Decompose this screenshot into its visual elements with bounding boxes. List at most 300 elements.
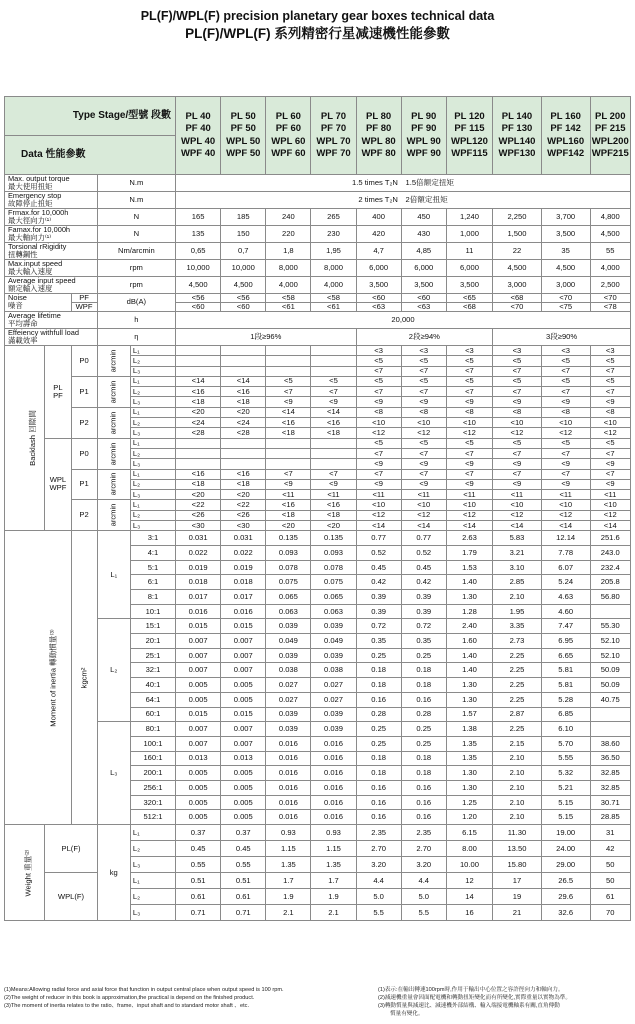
backlash-unit: [97, 407, 130, 438]
backlash-unit: [97, 345, 130, 376]
backlash-group-line: PF: [53, 390, 63, 400]
backlash-value: <9: [356, 459, 401, 469]
backlash-level: L₃: [130, 366, 175, 376]
backlash-value: <8: [356, 407, 401, 417]
model-name: WPF 40: [180, 148, 216, 159]
inertia-value: 0.019: [176, 560, 221, 575]
backlash-value: <14: [176, 376, 221, 386]
inertia-value: 205.8: [590, 575, 631, 590]
spec-value: 4,000: [590, 260, 631, 277]
backlash-level: L₃: [130, 490, 175, 500]
inertia-value: 0.135: [311, 531, 356, 546]
model-name: WPL160: [547, 135, 585, 147]
weight-value: 1.7: [266, 873, 311, 889]
model-name: PL 140: [501, 110, 533, 122]
label-line-1: Torsional rRigidity: [8, 242, 67, 251]
ratio-cell: 5:1: [130, 560, 175, 575]
label-line-2: 最大使用扭矩: [8, 182, 53, 191]
inertia-value: 0.007: [176, 648, 221, 663]
model-name: PF 80: [365, 123, 392, 134]
inertia-value: 0.007: [221, 634, 266, 649]
backlash-value: <9: [311, 397, 356, 407]
inertia-value: 0.39: [401, 604, 446, 619]
backlash-value: <14: [493, 520, 542, 530]
weight-value: 5.0: [401, 889, 446, 905]
inertia-value: 1.30: [446, 766, 492, 781]
inertia-value: 0.135: [266, 531, 311, 546]
backlash-value: <10: [446, 500, 492, 510]
backlash-level: L₂: [130, 387, 175, 397]
weight-value: 3.20: [356, 857, 401, 873]
backlash-value: <20: [176, 490, 221, 500]
weight-value: 0.37: [221, 825, 266, 841]
backlash-value: <14: [541, 520, 590, 530]
model-name: PL 50: [230, 110, 256, 122]
backlash-value: <9: [401, 397, 446, 407]
backlash-value: <12: [493, 510, 542, 520]
weight-value: 26.5: [541, 873, 590, 889]
weight-value: 0.61: [176, 889, 221, 905]
backlash-value: <28: [221, 428, 266, 438]
spec-value: 4,500: [221, 277, 266, 294]
inertia-value: 5.15: [541, 795, 590, 810]
inertia-value: 0.022: [221, 545, 266, 560]
backlash-value: <10: [541, 418, 590, 428]
weight-value: 1.7: [311, 873, 356, 889]
backlash-value: <16: [266, 418, 311, 428]
inertia-value: 1.40: [446, 663, 492, 678]
backlash-value: <12: [541, 428, 590, 438]
backlash-value: <9: [590, 459, 631, 469]
backlash-value: <5: [356, 438, 401, 448]
model-name: WPF 50: [226, 148, 261, 159]
model-name: PF 130: [501, 123, 533, 134]
backlash-value: <7: [446, 366, 492, 376]
backlash-value: [266, 345, 311, 355]
backlash-unit-text: arcmin: [108, 473, 118, 496]
backlash-value: [311, 366, 356, 376]
inertia-value: 0.007: [221, 736, 266, 751]
inertia-value: 0.005: [221, 766, 266, 781]
weight-value: 0.37: [176, 825, 221, 841]
noise-pf-value: <58: [311, 294, 356, 303]
model-name: WPL 40: [181, 135, 216, 147]
inertia-value: 30.71: [590, 795, 631, 810]
inertia-value: 1.30: [446, 780, 492, 795]
spec-value: 265: [311, 209, 356, 226]
backlash-value: <10: [401, 418, 446, 428]
model-name: WPL 60: [271, 135, 306, 147]
span-text-cn: 1.5倍額定扭矩: [405, 178, 455, 188]
inertia-value: 0.031: [221, 531, 266, 546]
model-column-header: [266, 97, 311, 175]
inertia-value: 4.63: [541, 590, 590, 605]
inertia-value: 0.28: [401, 707, 446, 722]
backlash-value: <9: [590, 479, 631, 489]
inertia-value: 0.063: [311, 604, 356, 619]
spec-value: 1,500: [493, 226, 542, 243]
ratio-cell: 60:1: [130, 707, 175, 722]
footnote-en-3: (3)The moment of inertia relates to the ratio、frame、input shaft and to standard motor shaft 、etc.: [4, 1003, 249, 1009]
backlash-value: [176, 366, 221, 376]
backlash-unit-text: arcmin: [108, 380, 118, 404]
spec-value: 10,000: [221, 260, 266, 277]
backlash-value: [266, 366, 311, 376]
backlash-value: <10: [541, 500, 590, 510]
spec-value: 8,000: [311, 260, 356, 277]
spec-label: [5, 192, 98, 209]
backlash-value: <9: [356, 397, 401, 407]
inertia-value: 0.016: [266, 766, 311, 781]
model-name: WPF 80: [361, 148, 396, 159]
backlash-value: <7: [446, 387, 492, 397]
backlash-value: <12: [356, 510, 401, 520]
inertia-value: 0.018: [221, 575, 266, 590]
inertia-value: 50.09: [590, 663, 631, 678]
backlash-value: <18: [311, 428, 356, 438]
spec-label: [5, 260, 98, 277]
inertia-value: 0.005: [176, 810, 221, 825]
inertia-value: 2.10: [493, 795, 542, 810]
inertia-value: 0.039: [311, 648, 356, 663]
weight-value: 5.5: [401, 905, 446, 921]
efficiency-stage3: 3段≥90%: [493, 328, 631, 345]
inertia-value: 1.25: [446, 795, 492, 810]
backlash-value: <20: [311, 520, 356, 530]
inertia-value: 1.30: [446, 692, 492, 707]
backlash-value: <10: [590, 500, 631, 510]
backlash-value: <12: [401, 510, 446, 520]
inertia-value: 2.25: [493, 648, 542, 663]
inertia-level: L₂: [97, 619, 130, 722]
noise-wpf-value: <68: [446, 302, 492, 311]
title-english: PL(F)/WPL(F) precision planetary gear boxes technical data: [140, 9, 495, 23]
backlash-value: <18: [266, 428, 311, 438]
backlash-unit-text: arcmin: [108, 349, 118, 373]
weight-value: 5.5: [356, 905, 401, 921]
backlash-value: <14: [356, 520, 401, 530]
inertia-value: 2.15: [493, 736, 542, 751]
backlash-value: <7: [266, 469, 311, 479]
weight-value: 8.00: [446, 841, 492, 857]
inertia-value: 28.85: [590, 810, 631, 825]
model-name: WPF130: [498, 148, 536, 159]
backlash-value: <9: [446, 479, 492, 489]
inertia-value: 40.75: [590, 692, 631, 707]
footnote-cn-3: (3)轉動慣量與減速比、減速機外部結構、輸入端接電機軸系有關,直角傳動: [378, 1003, 560, 1009]
weight-group-name: PL(F): [45, 825, 97, 873]
inertia-value: 2.25: [493, 692, 542, 707]
backlash-value: [176, 356, 221, 366]
backlash-value: <5: [590, 376, 631, 386]
noise-wpf-value: <60: [176, 302, 221, 311]
weight-value: 0.71: [176, 905, 221, 921]
noise-wpf-label: WPF: [71, 302, 97, 311]
backlash-value: <10: [590, 418, 631, 428]
backlash-value: <7: [541, 366, 590, 376]
backlash-value: [311, 438, 356, 448]
inertia-value: 0.35: [356, 634, 401, 649]
spec-value: 1,95: [311, 243, 356, 260]
backlash-value: [266, 356, 311, 366]
backlash-value: <16: [311, 500, 356, 510]
weight-level: L₃: [130, 857, 175, 873]
inertia-value: [590, 604, 631, 619]
spec-value: 4,500: [176, 277, 221, 294]
backlash-value: <14: [266, 407, 311, 417]
backlash-value: <5: [356, 356, 401, 366]
model-column-header: [446, 97, 492, 175]
lifetime-label: [5, 311, 98, 328]
label-line-1: Noise: [8, 293, 27, 303]
inertia-value: 0.005: [221, 678, 266, 693]
backlash-value: <7: [401, 387, 446, 397]
weight-value: 19.00: [541, 825, 590, 841]
backlash-value: <7: [493, 387, 542, 397]
spec-label: [5, 243, 98, 260]
spec-value: 4,000: [311, 277, 356, 294]
weight-level: L₃: [130, 905, 175, 921]
weight-value: 14: [446, 889, 492, 905]
noise-pf-value: <68: [493, 294, 542, 303]
inertia-value: 1.95: [493, 604, 542, 619]
backlash-value: <14: [401, 520, 446, 530]
model-name: PL 160: [550, 110, 581, 122]
model-name: WPF 70: [316, 148, 351, 159]
inertia-value: 2.10: [493, 590, 542, 605]
label-line-1: Average input speed: [8, 276, 76, 285]
backlash-value: <7: [590, 387, 631, 397]
inertia-value: 4.60: [541, 604, 590, 619]
ratio-cell: 200:1: [130, 766, 175, 781]
noise-pf-value: <70: [590, 294, 631, 303]
backlash-value: <11: [266, 490, 311, 500]
backlash-class: P0: [71, 438, 97, 469]
inertia-value: 0.16: [356, 780, 401, 795]
inertia-value: 0.18: [401, 678, 446, 693]
inertia-value: 0.016: [266, 795, 311, 810]
inertia-value: 5.28: [541, 692, 590, 707]
backlash-value: <11: [446, 490, 492, 500]
weight-value: 13.50: [493, 841, 542, 857]
backlash-value: [266, 448, 311, 458]
weight-value: 16: [446, 905, 492, 921]
backlash-value: <5: [541, 438, 590, 448]
backlash-value: <10: [446, 418, 492, 428]
backlash-value: <16: [176, 469, 221, 479]
backlash-value: <7: [356, 469, 401, 479]
spec-value: 165: [176, 209, 221, 226]
spec-unit: N: [97, 209, 175, 226]
backlash-value: <3: [446, 345, 492, 355]
spec-value: 4,85: [401, 243, 446, 260]
inertia-value: 243.0: [590, 545, 631, 560]
inertia-value: 0.007: [221, 648, 266, 663]
efficiency-stage2: 2段≥94%: [356, 328, 493, 345]
inertia-value: 0.015: [221, 619, 266, 634]
inertia-value: 0.016: [311, 810, 356, 825]
ratio-cell: 25:1: [130, 648, 175, 663]
backlash-level: L₂: [130, 448, 175, 458]
inertia-value: 232.4: [590, 560, 631, 575]
backlash-value: <14: [446, 520, 492, 530]
backlash-value: <9: [541, 459, 590, 469]
inertia-value: 1.35: [446, 736, 492, 751]
spec-value: 420: [356, 226, 401, 243]
inertia-value: 0.007: [176, 634, 221, 649]
model-name: WPL140: [498, 135, 536, 147]
span-text-cn: 2倍額定扭矩: [405, 195, 448, 205]
inertia-value: 0.039: [266, 648, 311, 663]
inertia-value: 0.25: [356, 722, 401, 737]
backlash-value: <5: [541, 376, 590, 386]
spec-unit: N: [97, 226, 175, 243]
backlash-value: <12: [401, 428, 446, 438]
span-text-en: 2 times T₂N: [358, 195, 398, 205]
weight-value: 1.9: [311, 889, 356, 905]
inertia-value: 0.078: [311, 560, 356, 575]
footnote-en-2: (2)The weight of reducer in this book is approximation,the practical is depend on the finished product.: [4, 995, 255, 1001]
inertia-value: 5.32: [541, 766, 590, 781]
inertia-value: 251.6: [590, 531, 631, 546]
spec-unit: N.m: [97, 192, 175, 209]
backlash-value: <9: [446, 459, 492, 469]
ratio-cell: 8:1: [130, 590, 175, 605]
model-name: PF 142: [550, 123, 581, 134]
weight-label: [5, 825, 45, 921]
spec-value: 10,000: [176, 260, 221, 277]
backlash-value: <7: [311, 387, 356, 397]
backlash-level: L₁: [130, 438, 175, 448]
inertia-value: 0.039: [311, 707, 356, 722]
inertia-value: 32.85: [590, 766, 631, 781]
label-line-2: 平均壽命: [8, 318, 38, 328]
backlash-value: [221, 448, 266, 458]
weight-group-name: WPL(F): [45, 873, 97, 921]
backlash-value: <11: [590, 490, 631, 500]
type-stage-header: Type Stage/型號 段數: [5, 97, 176, 136]
backlash-level: L₁: [130, 469, 175, 479]
inertia-value: 0.16: [401, 810, 446, 825]
inertia-value: 0.016: [311, 766, 356, 781]
noise-pf-value: <65: [446, 294, 492, 303]
backlash-level: L₁: [130, 407, 175, 417]
weight-value: 29.00: [541, 857, 590, 873]
inertia-value: 0.015: [176, 619, 221, 634]
label-line-2: 最大輸入速度: [8, 267, 53, 276]
noise-pf-value: <70: [541, 294, 590, 303]
ratio-cell: 320:1: [130, 795, 175, 810]
inertia-value: 0.39: [356, 590, 401, 605]
inertia-value: 0.013: [176, 751, 221, 766]
model-name: PF 215: [594, 123, 626, 134]
backlash-value: <7: [401, 469, 446, 479]
inertia-value: 56.80: [590, 590, 631, 605]
weight-value: 2.1: [266, 905, 311, 921]
noise-pf-value: <60: [401, 294, 446, 303]
backlash-level: L₁: [130, 376, 175, 386]
backlash-label-text: Backlash 回隙間: [27, 410, 37, 466]
weight-value: 24.00: [541, 841, 590, 857]
inertia-value: 1.40: [446, 648, 492, 663]
backlash-class: P0: [71, 345, 97, 376]
label-line-1: Average lifetime: [8, 311, 61, 320]
ratio-cell: 10:1: [130, 604, 175, 619]
inertia-value: 0.078: [266, 560, 311, 575]
inertia-value: 0.075: [311, 575, 356, 590]
noise-pf-value: <56: [221, 294, 266, 303]
spec-unit: rpm: [97, 260, 175, 277]
model-name: PF 50: [230, 123, 256, 134]
noise-unit: dB(A): [97, 294, 175, 312]
inertia-value: 0.25: [401, 736, 446, 751]
inertia-value: 1.30: [446, 678, 492, 693]
backlash-value: <10: [356, 500, 401, 510]
backlash-value: <7: [401, 366, 446, 376]
spec-label: [5, 277, 98, 294]
backlash-value: <7: [266, 387, 311, 397]
inertia-value: 5.15: [541, 810, 590, 825]
weight-value: 2.70: [356, 841, 401, 857]
label-line-1: Frmax.for 10,000h: [8, 208, 69, 217]
backlash-value: [221, 459, 266, 469]
weight-value: 1.15: [311, 841, 356, 857]
backlash-value: <9: [401, 479, 446, 489]
model-name: WPL 70: [316, 135, 351, 147]
backlash-value: <26: [176, 510, 221, 520]
backlash-value: <20: [266, 520, 311, 530]
weight-value: 1.15: [266, 841, 311, 857]
inertia-value: 0.093: [311, 545, 356, 560]
inertia-unit: [71, 531, 97, 825]
backlash-value: <24: [221, 418, 266, 428]
inertia-value: 7.47: [541, 619, 590, 634]
backlash-value: <7: [493, 469, 542, 479]
model-column-header: [221, 97, 266, 175]
inertia-value: 0.16: [356, 795, 401, 810]
ratio-cell: 20:1: [130, 634, 175, 649]
weight-value: 2.1: [311, 905, 356, 921]
weight-value: 0.93: [266, 825, 311, 841]
ratio-cell: 6:1: [130, 575, 175, 590]
inertia-value: 3.21: [493, 545, 542, 560]
weight-value: 0.51: [176, 873, 221, 889]
inertia-value: 0.017: [221, 590, 266, 605]
inertia-value: 5.55: [541, 751, 590, 766]
span-text-en: 1.5 times T₂N: [352, 178, 398, 188]
spec-value: 0,7: [221, 243, 266, 260]
backlash-class: P1: [71, 469, 97, 500]
weight-value: 3.20: [401, 857, 446, 873]
backlash-value: <5: [266, 376, 311, 386]
model-name: WPF115: [451, 148, 488, 159]
inertia-value: 3.10: [493, 560, 542, 575]
backlash-group-line: PL: [53, 382, 63, 392]
backlash-value: <12: [446, 428, 492, 438]
backlash-value: <8: [541, 407, 590, 417]
inertia-value: 0.52: [356, 545, 401, 560]
spec-value: 2,250: [493, 209, 542, 226]
label-line-2: 故障停止扭矩: [8, 199, 53, 208]
backlash-value: <11: [541, 490, 590, 500]
footnote-en-1: (1)Means:Allowing radial force and axial force that function in output central place when output speed is 100 rpm.: [4, 987, 284, 993]
backlash-class: P2: [71, 500, 97, 531]
inertia-value: 0.18: [356, 678, 401, 693]
backlash-value: <9: [493, 397, 542, 407]
inertia-value: 0.005: [176, 795, 221, 810]
weight-value: 0.71: [221, 905, 266, 921]
backlash-value: <3: [356, 345, 401, 355]
